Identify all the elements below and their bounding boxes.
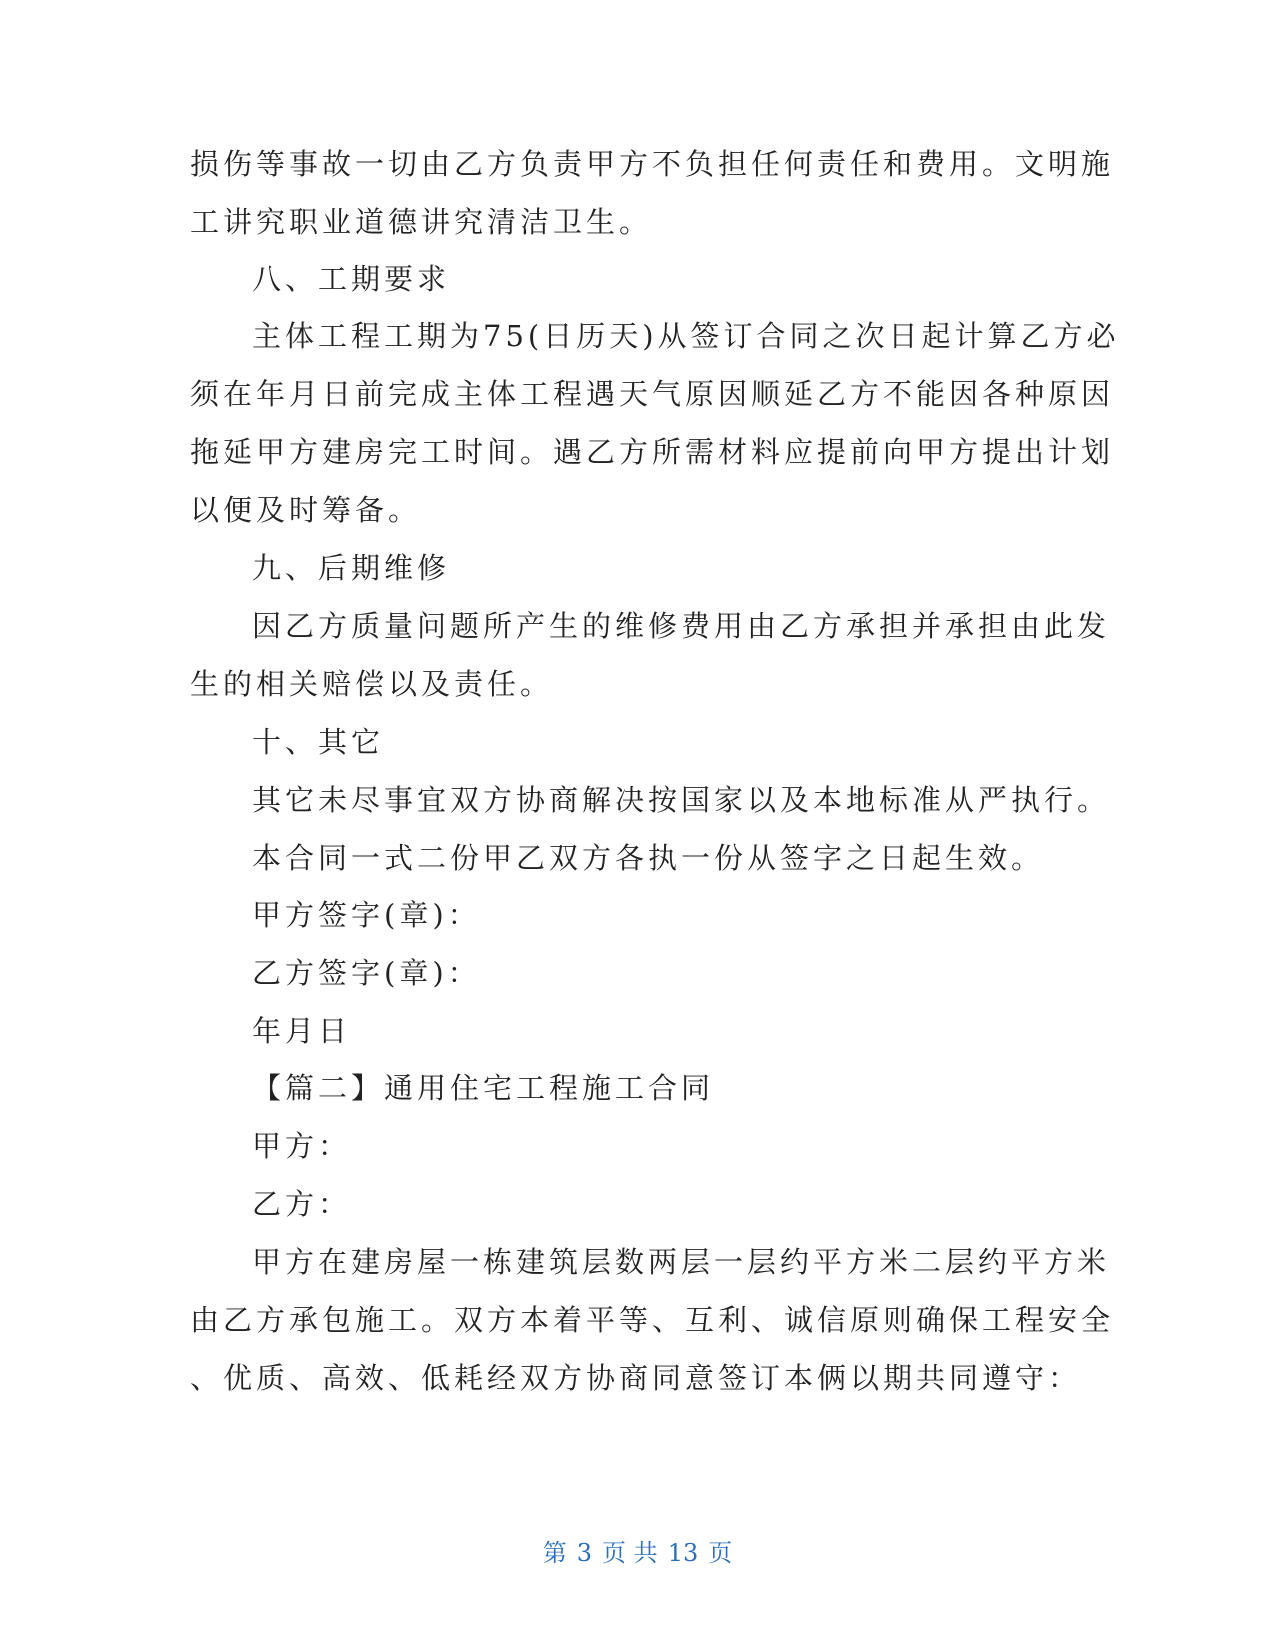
text-line: 本合同一式二份甲乙双方各执一份从签字之日起生效。 — [252, 841, 1045, 875]
text-line: 甲方在建房屋一栋建筑层数两层一层约平方米二层约平方米 — [252, 1245, 1111, 1279]
text-line: 生的相关赔偿以及责任。 — [190, 667, 554, 701]
text-line: 其它未尽事宜双方协商解决按国家以及本地标准从严执行。 — [252, 783, 1111, 817]
text-line: 主体工程工期为75(日历天)从签订合同之次日起计算乙方必 — [252, 319, 1120, 353]
current-page-number: 3 — [576, 1539, 593, 1567]
party-a-label: 甲方： — [252, 1129, 352, 1163]
section-heading: 九、后期维修 — [252, 551, 451, 585]
section-heading: 十、其它 — [252, 725, 385, 759]
text-line: 拖延甲方建房完工时间。遇乙方所需材料应提前向甲方提出计划 — [190, 435, 1115, 469]
text-line: 因乙方质量问题所产生的维修费用由乙方承担并承担由此发 — [252, 609, 1111, 643]
text-line: 须在年月日前完成主体工程遇天气原因顺延乙方不能因各种原因 — [190, 377, 1115, 411]
footer-suffix: 页 — [708, 1539, 733, 1567]
signature-line-party-a: 甲方签字(章)： — [252, 898, 481, 932]
text-line: 工讲究职业道德讲究清洁卫生。 — [190, 205, 653, 239]
text-line: 损伤等事故一切由乙方负责甲方不负担任何责任和费用。文明施 — [190, 147, 1115, 181]
text-line: 由乙方承包施工。双方本着平等、互利、诚信原则确保工程安全 — [190, 1303, 1115, 1337]
total-pages-number: 13 — [667, 1539, 699, 1567]
part-two-title: 【篇二】通用住宅工程施工合同 — [252, 1071, 715, 1105]
section-heading: 八、工期要求 — [252, 262, 451, 296]
signature-line-party-b: 乙方签字(章)： — [252, 956, 481, 990]
party-b-label: 乙方： — [252, 1187, 352, 1221]
date-line: 年月日 — [252, 1014, 352, 1048]
page-footer — [0, 1537, 1275, 1569]
footer-middle: 页 共 — [602, 1539, 658, 1567]
text-line: 、优质、高效、低耗经双方协商同意签订本俩以期共同遵守： — [190, 1361, 1082, 1395]
footer-prefix: 第 — [542, 1539, 567, 1567]
text-line: 以便及时筹备。 — [190, 493, 422, 527]
